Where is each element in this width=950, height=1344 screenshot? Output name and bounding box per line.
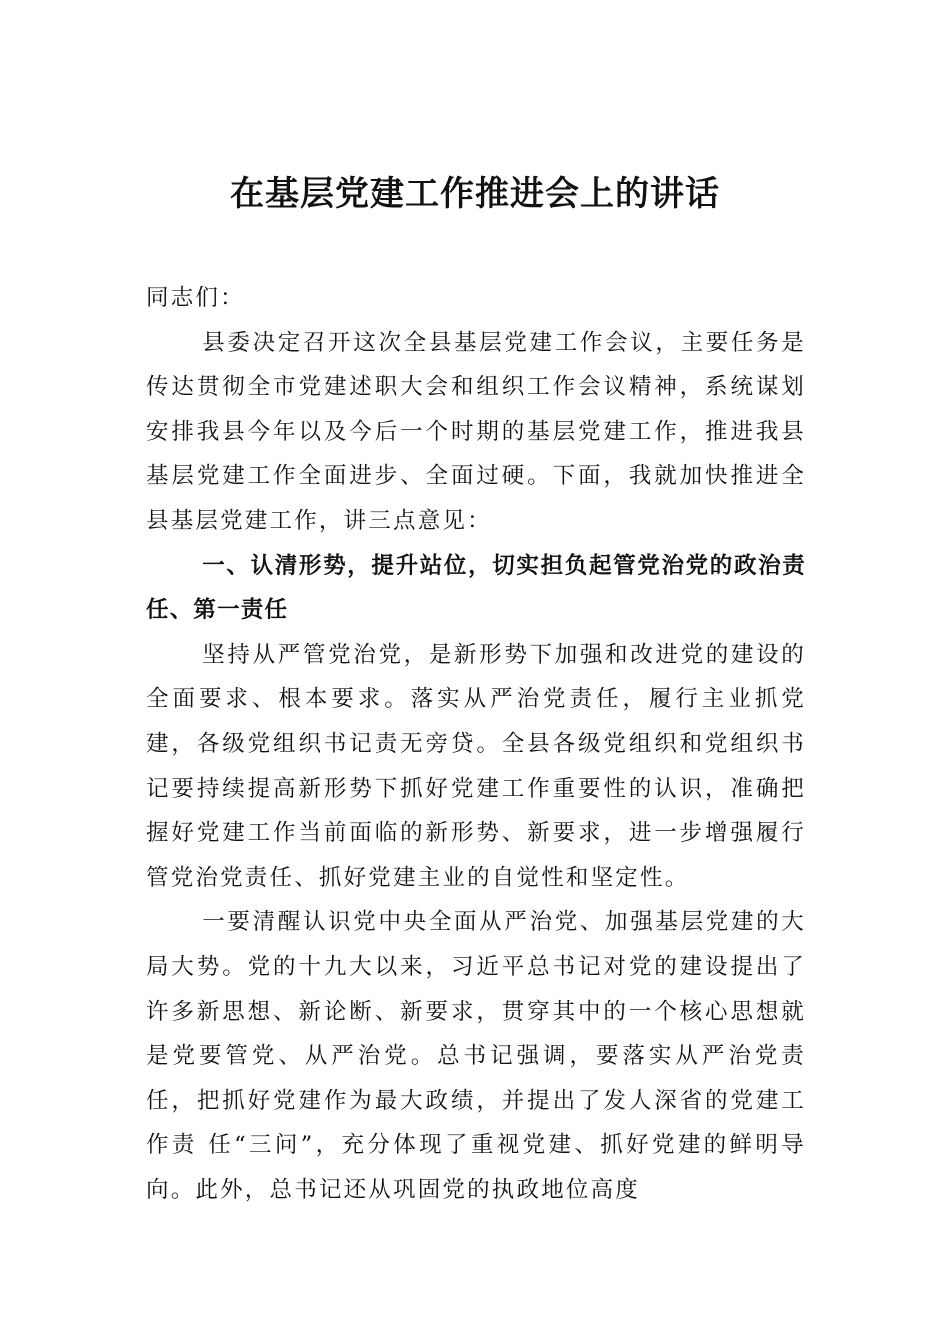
salutation: 同志们： (146, 285, 245, 311)
paragraph-point-1: 一要清醒认识党中央全面从严治党、加强基层党建的大局大势。党的十九大以来，习近平总书记对党的建设提出了许多新思想、新论断、新要求，贯穿其中的一个核心思想就是党要管党、从严治党。总书记强调，要落实从严治党责任，把抓好党建作为最大政绩，并提出了发人深省的党建工作责 任“三问”，充分体现了重视党建、抓好党建的鲜明导向。此外，总书记还从巩固党的执政地位高度 (146, 909, 806, 1203)
document-title: 在基层党建工作推进会上的讲话 (230, 174, 720, 214)
paragraph-section-1: 坚持从严管党治党，是新形势下加强和改进党的建设的全面要求、根本要求。落实从严治党责任，履行主业抓党建，各级党组织书记责无旁贷。全县各级党组织和党组织书记要持续提高新形势下抓好党建工作重要性的认识，准确把握好党建工作当前面临的新形势、新要求，进一步增强履行管党治党责任、抓好党建主业的自觉性和坚定性。 (146, 641, 806, 891)
section-heading-1: 一、认清形势，提升站位，切实担负起管党治党的政治责任、第一责任 (146, 552, 806, 624)
paragraph-intro: 县委决定召开这次全县基层党建工作会议，主要任务是传达贯彻全市党建述职大会和组织工作会议精神，系统谋划安排我县今年以及今后一个时期的基层党建工作，推进我县基层党建工作全面进步、全面过硬。下面，我就加快推进全县基层党建工作，讲三点意见： (146, 329, 806, 534)
document-body (146, 276, 806, 1212)
